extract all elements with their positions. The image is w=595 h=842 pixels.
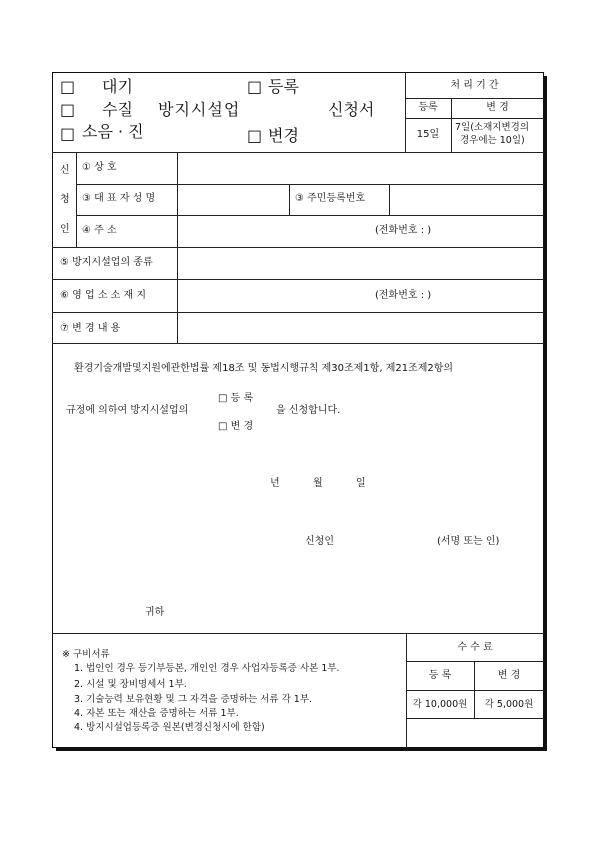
- option-air: 대기: [102, 77, 133, 96]
- fee-title-divider: [406, 661, 544, 662]
- processing-period-title: 처 리 기 간: [450, 80, 499, 91]
- business-location-label: ⑥ 영 업 소 소 재 지: [60, 290, 146, 301]
- business-location-field[interactable]: [178, 280, 543, 312]
- address-phone: (전화번호 : ): [375, 225, 432, 236]
- processing-header-divider: [405, 118, 544, 119]
- form-title-suffix: 신청서: [328, 100, 375, 119]
- fee-value-divider: [406, 718, 544, 719]
- signature-or-seal[interactable]: (서명 또는 인): [437, 536, 500, 547]
- business-location-phone: (전화번호 : ): [375, 290, 432, 301]
- applicant-signature-label: 신청인: [305, 536, 334, 547]
- processing-change-header: 변 경: [486, 102, 509, 113]
- address-field[interactable]: [178, 216, 543, 247]
- fee-change-amount: 각 5,000원: [484, 699, 534, 710]
- row-divider-6: [52, 343, 544, 344]
- change-details-label: ⑦ 변 경 내 용: [60, 323, 121, 334]
- representative-name-label: ③ 대 표 자 성 명: [82, 193, 156, 204]
- applicant-side-label-1: 신: [60, 165, 70, 176]
- applicant-side-label-3: 인: [60, 224, 70, 235]
- fee-header-divider: [406, 690, 544, 691]
- document-item-5: 4. 방지시설업등록증 원본(변경신청시에 한함): [74, 722, 265, 733]
- statement-line-1: 환경기술개발및지원에관한법률 제18조 및 동법시행규칙 제30조제1항, 제21조제2항의: [74, 363, 454, 374]
- checkbox-noise[interactable]: □: [60, 124, 76, 143]
- fee-register-header: 등 록: [428, 670, 452, 681]
- fee-change-header: 변 경: [497, 670, 521, 681]
- processing-register-header: 등록: [418, 102, 438, 113]
- frame-shadow-right: [544, 76, 547, 751]
- representative-name-field[interactable]: [178, 185, 289, 215]
- facility-type-field[interactable]: [178, 248, 543, 279]
- address-label: ④ 주 소: [82, 225, 117, 236]
- document-item-1: 1. 법인인 경우 등기부등본, 개인인 경우 사업자등록증 사본 1부.: [74, 663, 340, 674]
- resident-number-field[interactable]: [390, 185, 543, 215]
- checkbox-water[interactable]: □: [60, 100, 76, 119]
- checkbox-change[interactable]: □: [247, 126, 263, 145]
- facility-type-label: ⑤ 방지시설업의 종류: [60, 257, 153, 268]
- document-item-3: 3. 기술능력 보유현황 및 그 자격을 증명하는 서류 각 1부.: [74, 694, 313, 705]
- option-change: 변경: [268, 126, 299, 145]
- required-documents-title: ※ 구비서류: [62, 649, 110, 660]
- option-water: 수질: [102, 100, 133, 119]
- statement-line-2-prefix: 규정에 의하여 방지시설업의: [66, 405, 189, 416]
- trade-name-field[interactable]: [178, 153, 543, 184]
- processing-register-days: 15일: [416, 129, 440, 140]
- date-year: 년: [270, 478, 280, 489]
- option-noise-vibration: 소음 · 진: [82, 122, 144, 141]
- applicant-side-label-2: 청: [60, 194, 70, 205]
- document-item-2: 2. 시설 및 장비명세서 1부.: [74, 679, 187, 690]
- fee-register-amount: 각 10,000원: [412, 699, 468, 710]
- form-title: 방지시설업: [158, 100, 241, 119]
- checkbox-register[interactable]: □: [247, 77, 263, 96]
- statement-option-register[interactable]: □ 등 록: [218, 393, 254, 404]
- frame-shadow-bottom: [56, 748, 547, 751]
- resident-label-border-left: [289, 184, 290, 215]
- documents-divider: [52, 633, 544, 634]
- fee-title: 수 수 료: [457, 642, 493, 653]
- option-register: 등록: [268, 77, 299, 96]
- statement-option-change[interactable]: □ 변 경: [218, 421, 254, 432]
- addressee: 귀하: [145, 607, 165, 618]
- resident-number-label: ③ 주민등록번호: [295, 193, 366, 204]
- processing-change-days: 7일(소재지변경의: [455, 122, 529, 133]
- document-item-4: 4. 자본 또는 재산을 증명하는 서류 1부.: [74, 708, 239, 719]
- applicant-side-border: [76, 152, 77, 247]
- checkbox-air[interactable]: □: [60, 77, 76, 96]
- change-details-field[interactable]: [178, 313, 543, 343]
- date-day: 일: [356, 478, 366, 489]
- trade-name-label: ① 상 호: [82, 162, 117, 173]
- statement-line-2-suffix: 을 신청합니다.: [276, 405, 341, 416]
- processing-title-divider: [405, 98, 544, 99]
- processing-change-days-note: 경우에는 10일): [460, 135, 525, 146]
- date-month: 월: [313, 478, 323, 489]
